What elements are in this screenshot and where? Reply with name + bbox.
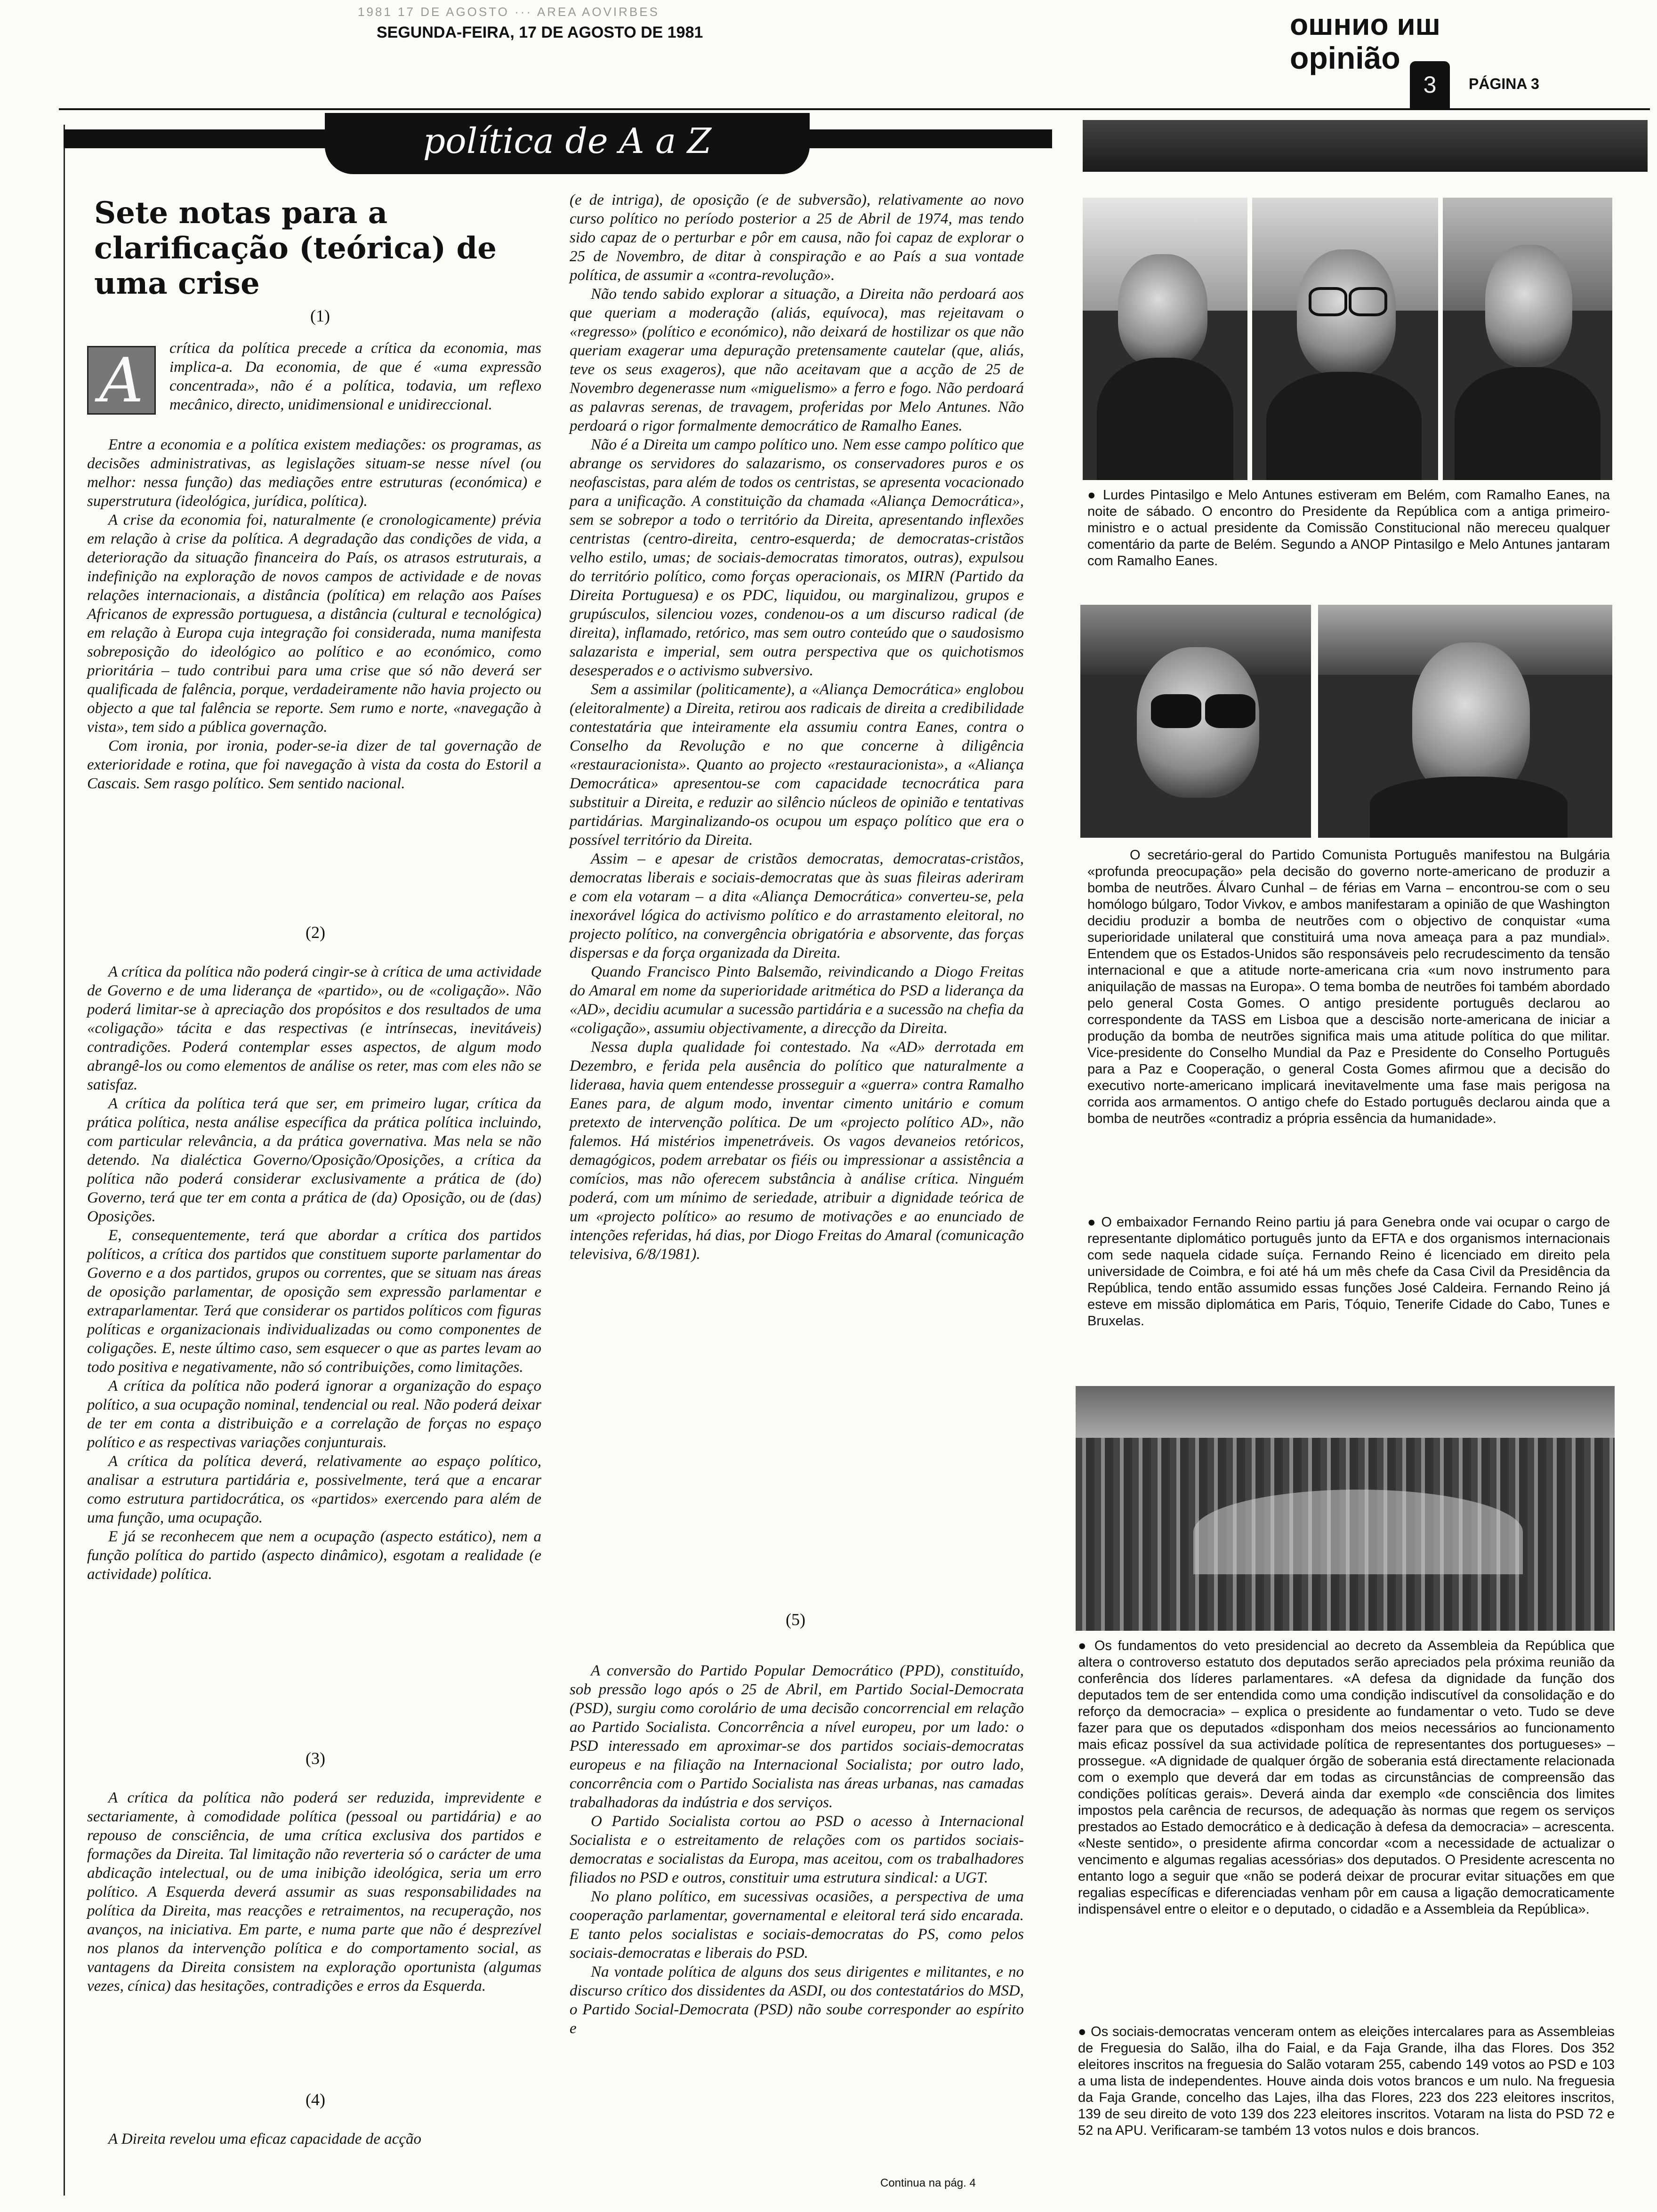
bullet-icon: ● xyxy=(1078,2024,1091,2039)
photo-costa-gomes xyxy=(1318,605,1612,838)
photo-melo-antunes xyxy=(1443,198,1612,480)
photo-cunhal xyxy=(1080,605,1311,838)
paragraph: Na vontade política de alguns dos seus dirigentes e militantes, e no discurso crítico dos dissidentes da ASDI, ou dos contestatários do MSD, o Partido Social-Democrata (PSD) não soube corresponder ao espírito e xyxy=(570,1964,1024,2037)
issue-date: SEGUNDA-FEIRA, 17 DE AGOSTO DE 1981 xyxy=(377,24,703,41)
paragraph: E já se reconhecem que nem a ocupação (aspecto estático), nem a função política do partido (aspecto dinâmico), esgotam a realidade (e actividade) política. xyxy=(87,1528,541,1583)
continuation-note: Continua na pág. 4 xyxy=(880,2177,976,2189)
caption-4: ● Os fundamentos do veto presidencial ao decreto da Assembleia da República que altera o controverso estatuto dos deputados serão apreciados pela próxima reunião da conferência dos líderes parlamentares. «A defesa da dignidade da função dos deputados tem de ser entendida como uma condição indiscutível da consolidação e do reforço da democracia» – explica o presidente ao fundamentar o veto. Tudo se deve fazer para que os deputados «disponham dos meios necessários ao funcionamento mais eficaz possível da sua actividade política de representantes dos portugueses» – prossegue. «A dignidade de qualquer órgão de soberania está directamente relacionada com o exemplo que deverá dar em todas as circunstâncias de compreensão das condições políticas gerais». Deverá ainda dar exemplo «de consciência dos limites impostos pela carência de recursos, de adequação às normas que regem os serviços prestados ao Estado democrático e à dedicação à defesa da democracia» – acrescenta. «Neste sentido», o presidente afirma concordar «com a necessidade de actualizar o vencimento e algumas regalias acessórias» dos deputados. O Presidente acrescenta no entanto logo a seguir que «não se poderá deixar de procurar evitar situações em que regalias específicas e diferenciadas venham pôr em causa a ligação democraticamente indispensável entre o eleitor e o deputado, o cidadão e a Assembleia da República». xyxy=(1078,1638,1615,1917)
section-number: (5) xyxy=(786,1610,805,1629)
dropcap: A xyxy=(87,346,156,415)
paragraph: Sem a assimilar (politicamente), a «Aliança Democrática» englobou (eleitoralmente) a Direita, retirou aos radicais de direita a credibilidade contestatária que inteiramente ela assumiu contra Eanes, contra o Conselho da Revolução e no que concerne à diligência «restauracionista». Quanto ao projecto «restauracionista», a «Aliança Democrática» apresentou-se com capacidade tecnocrática para substituir a Direita, e reduzir ao silêncio núcleos de opinião e tentativas partidárias. Marginalizando-os ocupou um espaço político que era o possível território da Direita. xyxy=(570,681,1024,849)
section-number: (2) xyxy=(306,923,325,942)
caption-1: ● Lurdes Pintasilgo e Melo Antunes estiveram em Belém, com Ramalho Eanes, na noite de sábado. O encontro do Presidente da República com a antiga primeiro-ministro e o actual presidente da Comissão Constitucional não mereceu qualquer comentário da parte de Belém. Segundo a ANOP Pintasilgo e Melo Antunes jantaram com Ramalho Eanes. xyxy=(1087,488,1610,569)
paragraph: (e de intriga), de oposição (e de subversão), relativamente ao novo curso político no período posterior a 25 de Abril de 1974, mas tendo sido capaz de o perturbar e pôr em causa, não foi capaz de explorar o 25 de Novembro, de ditar à conspiração e ao País a sua vontade política, de assumir a «contra-revolução». xyxy=(570,192,1024,284)
paragraph: Com ironia, por ironia, poder-se-ia dizer de tal governação de exterioridade e rotina, que foi navegação à vista da costa do Estoril a Cascais. Sem rasgo político. Sem sentido nacional. xyxy=(87,737,541,792)
column-banner: política de A a Z xyxy=(325,113,810,174)
paragraph: Quando Francisco Pinto Balsemão, reivindicando a Diogo Freitas do Amaral em nome da superioridade aritmética do PSD a liderança da «AD», decidiu acumular a sucessão partidária e a sucessão na chefia da «coligação», assumiu objectivamente, a direcção da Direita. xyxy=(570,963,1024,1037)
section-3 xyxy=(87,1788,541,1996)
photo-eanes xyxy=(1252,198,1438,480)
paragraph: A crítica da política não poderá ser reduzida, imprevidente e sectariamente, à comodidade política (pessoal ou partidária) e ao repouso de consciência, de uma crítica exclusiva dos partidos e formações da Direita. Tal limitação não reverteria só o carácter de uma abdicação intelectual, ou de uma inibição ideológica, seria um erro político. A Esquerda deverá assumir as suas responsabilidades na política da Direita, mas reacções e retraimentos, na recuperação, nos avanços, na iniciativa. Em parte, e numa parte que não é desprezível nos planos da intervenção política e do comportamento social, as vantagens da Direita consistem na exploração oportunista (algumas vezes, cínica) das hesitações, contradições e erros da Esquerda. xyxy=(87,1789,541,1995)
paragraph: Entre a economia e a política existem mediações: os programas, as decisões administrativas, as legislações situam-se nesse nível (ou melhor: nessa função) das mediações entre estruturas (económica) e superstrutura (ideológica, jurídica, política). xyxy=(87,436,541,510)
paragraph: A Direita revelou uma eficaz capacidade de acção xyxy=(108,2131,421,2148)
paragraph: Nessa dupla qualidade foi contestado. Na «AD» derrotada em Dezembro, e ferida pela ausência do político que naturalmente a lideraва, havia quem entendesse prosseguir a «guerra» contra Ramalho Eanes para, de algum modo, inventar cimento unitário e comum pretexto de intervenção política. De um «projecto político AD», não falemos. Há mistérios impenetráveis. Os vagos devaneios retóricos, demagógicos, podem arrebatar os fiéis ou impressionar a assistência a comícios, mas não oferecem substância à análise crítica. Ninguém poderá, com um mínimo de seriedade, atribuir a dignidade teórica de um «projecto político» ao resumo de motivações e ao enunciado de intenções referidas, há dias, por Diogo Freitas do Amaral (comunicação televisiva, 6/8/1981). xyxy=(570,1039,1024,1263)
page-number-box: 3 xyxy=(1410,61,1450,108)
section-4 xyxy=(87,2130,541,2148)
paragraph: Não é a Direita um campo político uno. Nem esse campo político que abrange os servidores do salazarismo, os conservadores puros e os neofascistas, para além de todos os centristas, se apresenta vocacionado para a unificação. A constituição da chamada «Aliança Democrática», sem se sobrepor a todo o território da Direita, apresentando inflexões centristas (centro-direita, centro-esquerda; de democratas-cristãos velho estilo, umas; de sociais-democratas timoratos, outras), expulsou do território político, como forças operacionais, os MIRN (Partido da Direita Portuguesa) e os PDC, liquidou, ou marginalizou, grupos e grupúsculos, silenciou vozes, condenou-os a um discurso radical (de direita), inflamado, retórico, mas sem outro conteúdo que o saudosismo salazarista e imperial, sem outra perspectiva que os quichotismos desesperados e o activismo subversivo. xyxy=(570,436,1024,679)
section-name: opinião xyxy=(1290,40,1400,75)
section-number: (3) xyxy=(306,1749,325,1768)
paragraph: No plano político, em sucessivas ocasiões, a perspectiva de uma cooperação parlamentar, governamental e eleitoral terá sido encarada. E tanto pelos socialistas e sociais-democratas do PS, como pelos sociais-democratas e liberais do PSD. xyxy=(570,1888,1024,1962)
paragraph: E, consequentemente, terá que abordar a crítica dos partidos políticos, a crítica dos partidos que constituem suporte parlamentar do Governo e a dos partidos, grupos ou correntes, que se situam nas áreas de oposição parlamentar, de oposição sem expressão parlamentar e extraparlamentar. Terá que considerar os partidos políticos com figuras políticas e organizacionais individualizadas ou como componentes de coligações. E, neste último caso, sem esquecer o que as partes levam ao todo positiva e negativamente, não só contribuições, como limitações. xyxy=(87,1227,541,1376)
photo-pintasilgo xyxy=(1083,198,1247,480)
paragraph: A conversão do Partido Popular Democrático (PPD), constituído, sob pressão logo após o 25 de Abril, em Partido Social-Democrata (PSD), surgiu como corolário de uma decisão concorrencial em relação ao Partido Socialista. Concorrência a nível europeu, por um lado: o PSD interessado em aproximar-se dos partidos sociais-democratas europeus e na filiação na Internacional Socialista; por outro lado, concorrência com o Partido Socialista nas áreas urbanas, nas camadas trabalhadoras da indústria e dos serviços. xyxy=(570,1662,1024,1811)
paragraph: A crítica da política não poderá ignorar a organização do espaço político, a sua ocupação nominal, tendencial ou real. Não poderá deixar de ter em conta a distribuição e a correlação de forças no espaço político e as respectivas variações conjunturais. xyxy=(87,1378,541,1451)
paragraph: Não tendo sabido explorar a situação, a Direita não perdoará aos que queriam a moderação (aliás, equívoca), mas rejeitavam o «regresso» (político e económico), não deixará de hostilizar os que não queriam exagerar uma depuração pretensamente cautelar (que, aliás, teve os seus exageros), que não aceitavam que a acção de 25 de Novembro degenerasse num «miguelismo» a ferro e fogo. Não perdoará as palavras serenas, de travagem, proferidas por Melo Antunes. Não perdoará o rigor formalmente democrático de Ramalho Eanes. xyxy=(570,286,1024,434)
top-banner-image xyxy=(1083,120,1648,172)
section-number: (4) xyxy=(306,2090,325,2109)
section-1-lead xyxy=(169,339,541,414)
paragraph: Assim – e apesar de cristãos democratas, democratas-cristãos, democratas liberais e sociais-democratas que às suas fileiras aderiram e com ela votaram – a dita «Aliança Democrática» converteu-se, pela inexorável lógica do activismo político e do arrastamento eleitoral, no projecto político, na convergência obrigatória e absorvente, das forças dispersas e da força organizada da Direita. xyxy=(570,850,1024,962)
bullet-icon: ● xyxy=(1078,1638,1094,1653)
caption-5: ● Os sociais-democratas venceram ontem as eleições intercalares para as Assembleias de Freguesia do Salão, ilha do Faial, e da Faja Grande, ilha das Flores. Dos 352 eleitores inscritos na freguesia do Salão votaram 255, cabendo 149 votos ao PSD e 103 a uma lista de independentes. Houve ainda dois votos brancos e um nulo. Na freguesia da Faja Grande, concelho das Lajes, ilha das Flores, 223 dos 223 eleitores inscritos, 139 de seu direito de voto 139 dos 223 eleitores inscritos. Votaram na lista do PSD 72 e 52 na APU. Verificaram-se também 13 votos nulos e dois brancos. xyxy=(1078,2024,1615,2138)
paragraph: A crítica da política não poderá cingir-se à crítica de uma actividade de Governo e de uma liderança de «partido», ou de «coligação». Não poderá limitar-se à apreciação dos propósitos e dos resultados de uma «coligação» tácita e das respectivas (e intrínsecas, inevitáveis) contradições. Poderá contemplar esses aspectos, de algum modo abrangê-los ou como elementos de análise os reter, mas com eles não se satisfaz. xyxy=(87,963,541,1093)
article-title: Sete notas para a clarificação (teórica) de uma crise xyxy=(94,195,497,301)
paragraph: A crítica da política terá que ser, em primeiro lugar, crítica da prática política, nesta análise específica da prática política incluindo, com particular relevância, a da prática governativa. Mas nela se não detendo. Na dialéctica Governo/Oposição/Oposições, a crítica da política não poderá considerar exclusivamente a prática de (do) Governo, terá que ter em conta a prática de (da) Oposição, ou de (das) Oposições. xyxy=(87,1095,541,1225)
bullet-icon: ● xyxy=(1087,1215,1102,1230)
caption-3: ● O embaixador Fernando Reino partiu já para Genebra onde vai ocupar o cargo de representante diplomático português junto da EFTA e dos organismos internacionais com sede naquela cidade suíça. Fernando Reino é licenciado em direito pela universidade de Coimbra, e foi até há um mês chefe da Casa Civil da Presidência da República, tendo então assumido essas funções José Caldeira. Fernando Reino já esteve em missão diplomática em Paris, Tóquio, Tenerife Cidade do Cabo, Tunes e Bruxelas. xyxy=(1087,1215,1610,1329)
header-faint-line: 1981 17 DE AGOSTO ··· AREA AOVIRBES xyxy=(358,5,660,19)
header-rule xyxy=(59,108,1650,110)
paragraph: O Partido Socialista cortou ao PSD o acesso à Internacional Socialista e o estreitamento de relações com os partidos sociais-democratas e socialistas da Europa, mas aceitou, com os trabalhadores filiados no PSD e outros, constituir uma estrutura sindical: a UGT. xyxy=(570,1813,1024,1886)
paragraph: A crise da economia foi, naturalmente (e cronologicamente) prévia em relação à crise da política. A degradação das condições de vida, a deterioração da situação financeira do País, os atrasos estruturais, a indefinição na exploração de novos campos de actividade e de novas relações internacionais, a distância (política) em relação aos Países Africanos de expressão portuguesa, a distância (cultural e tecnológica) em relação à Europa cuja integração foi considerada, numa manifesta sobreposição do ideológico ao político e ao económico, como prioritária – tudo contribui para uma crise que só não deverá ser qualificada de falência, porque, verdadeiramente não havia projecto ou objecto a que tal falência se reporte. Sem rumo e norte, «navegação à vista», tem sido a pública governação. xyxy=(87,512,541,736)
section-5 xyxy=(570,1661,1024,2038)
column-2 xyxy=(570,191,1024,1264)
section-2 xyxy=(87,962,541,1584)
section-1 xyxy=(87,435,541,793)
masthead: ошнио иш xyxy=(1290,8,1440,41)
paragraph: crítica da política precede a crítica da economia, mas implica-a. Da economia, de que é «uma expressão concentrada», não é a política, todavia, um reflexo mecânico, directo, unidimensional e unidireccional. xyxy=(169,340,541,413)
page-label: PÁGINA 3 xyxy=(1469,75,1539,92)
bullet-icon: ● xyxy=(1087,488,1103,503)
caption-2: O secretário-geral do Partido Comunista Português manifestou na Bulgária «profunda preocupação» pela decisão do governo norte-americano de produzir a bomba de neutrões. Álvaro Cunhal – de férias em Varna – encontrou-se com o seu homólogo búlgaro, Todor Vivkov, e ambos manifestaram a opinião de que Washington decidiu produzir a bomba de neutrões com o objectivo de conquistar «uma superioridade unilateral que constituirá uma nova ameaça para a paz mundial». Entendem que os Estados-Unidos são responsáveis pelo recrudescimento da tensão internacional e que a atitude norte-americana cria «um novo instrumento para aniquilação de massas na Europa». O tema bomba de neutrões foi também abordado pelo general Costa Gomes. O antigo presidente português declarou ao correspondente da TASS em Lisboa que a descisão norte-americana de iniciar a produção da bomba de neutrões significa mais uma atitude política do que militar. Vice-presidente do Conselho Mundial da Paz e Presidente do Conselho Português para a Paz e Cooperação, o general Costa Gomes afirmou que a decisão do executivo norte-americano implicará inevitavelmente uma fase mais perigosa na corrida aos armamentos. O antigo chefe do Estado português declarou ainda que a bomba de neutrões «contradiz a própria essência da humanidade». xyxy=(1087,848,1610,1126)
paragraph: A crítica da política deverá, relativamente ao espaço político, analisar a estrutura partidária e, possivelmente, terá que a encarar como estrutura partidocrática, os «partidos» exercendo para além de uma função, uma ocupação. xyxy=(87,1453,541,1526)
section-number: (1) xyxy=(310,306,330,325)
photo-parliament xyxy=(1076,1386,1615,1631)
